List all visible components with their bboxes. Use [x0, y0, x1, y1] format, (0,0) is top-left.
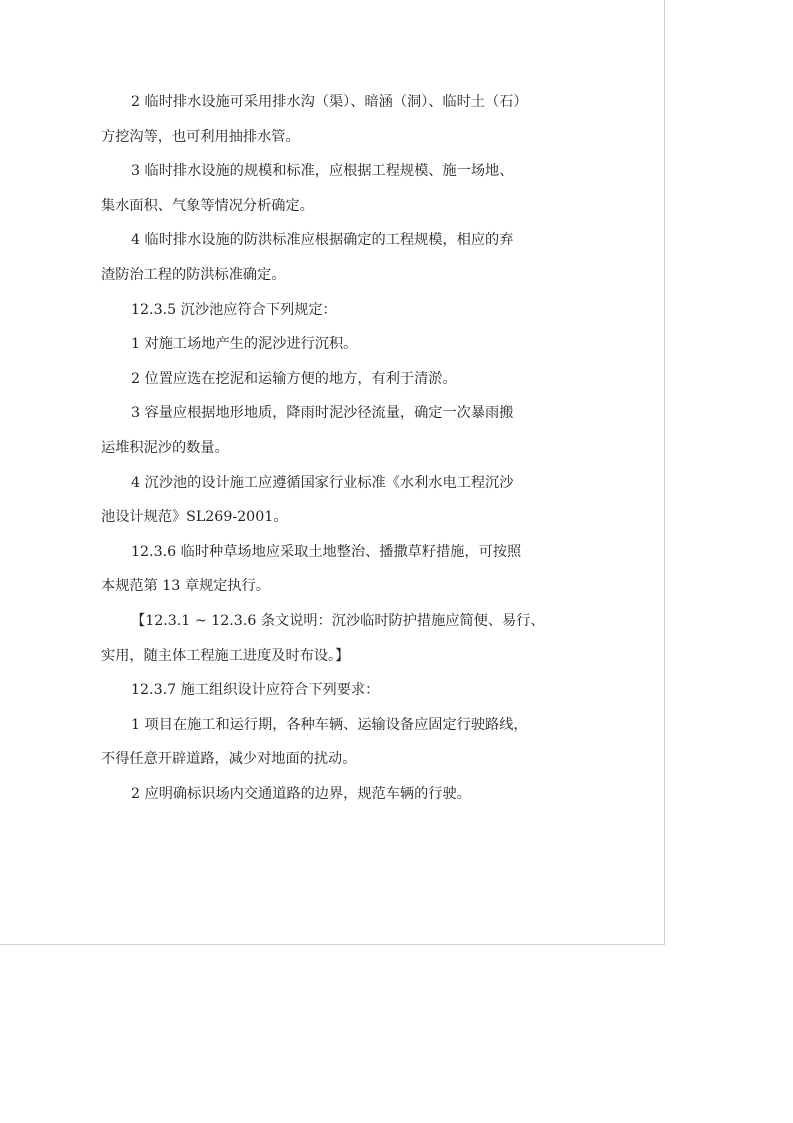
section-heading: 12.3.5 沉沙池应符合下列规定：: [131, 301, 337, 318]
text-line: 池设计规范》SL269-2001。: [101, 509, 288, 526]
text-line: 3 临时排水设施的规模和标准，应根据工程规模、施一场地、: [131, 163, 514, 180]
clause-note: 实用，随主体工程施工进度及时布设。】: [101, 647, 350, 664]
text-line: 1 项目在施工和运行期，各种车辆、运输设备应固定行驶路线，: [131, 716, 528, 733]
text-line: 运堆积泥沙的数量。: [101, 439, 229, 456]
section-heading: 12.3.7 施工组织设计应符合下列要求：: [131, 682, 380, 699]
section-heading: 12.3.6 临时种草场地应采取土地整治、播撒草籽措施，可按照: [131, 543, 522, 560]
clause-note: 【12.3.1 ~ 12.3.6 条文说明：沉沙临时防护措施应简便、易行、: [131, 612, 545, 629]
text-line: 渣防治工程的防洪标准确定。: [101, 266, 286, 283]
text-line: 本规范第 13 章规定执行。: [101, 578, 270, 595]
document-body: [101, 85, 581, 811]
text-line: 4 临时排水设施的防洪标准应根据确定的工程规模，相应的弃: [131, 232, 514, 249]
text-line: 3 容量应根据地形地质，降雨时泥沙径流量，确定一次暴雨搬: [131, 405, 514, 422]
text-line: 2 位置应选在挖泥和运输方便的地方，有利于清淤。: [131, 370, 457, 387]
text-line: 不得任意开辟道路，减少对地面的扰动。: [101, 751, 357, 768]
text-line: 集水面积、气象等情况分析确定。: [101, 197, 314, 214]
text-line: 4 沉沙池的设计施工应遵循国家行业标准《水利水电工程沉沙: [131, 474, 514, 491]
text-line: 方挖沟等，也可利用抽排水管。: [101, 128, 300, 145]
text-line: 1 对施工场地产生的泥沙进行沉积。: [131, 336, 358, 353]
text-line: 2 临时排水设施可采用排水沟（渠）、暗涵（洞）、临时土（石）: [131, 94, 528, 110]
text-line: 2 应明确标识场内交通道路的边界，规范车辆的行驶。: [131, 785, 471, 802]
